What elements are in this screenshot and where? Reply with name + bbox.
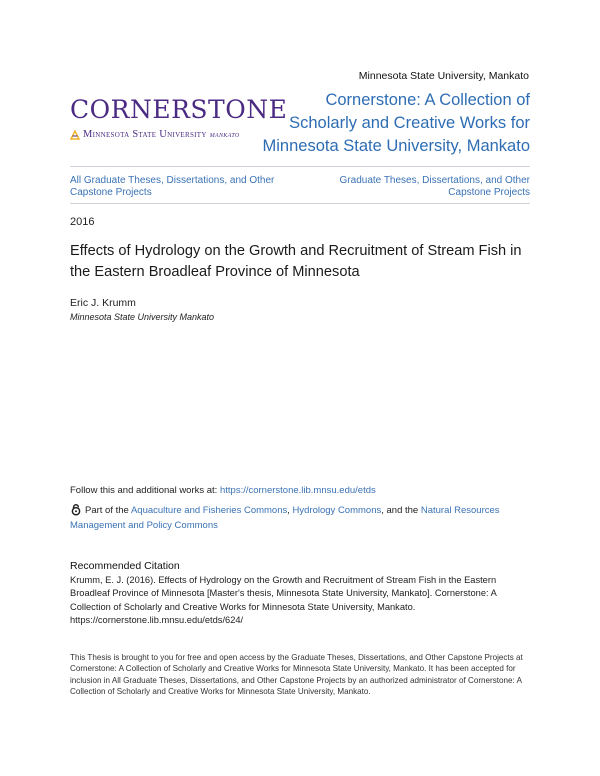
msu-mark-icon: [70, 130, 80, 140]
commons-sep-1: ,: [287, 505, 293, 516]
hydrology-commons-link[interactable]: Hydrology Commons: [292, 505, 382, 516]
commons-line: [70, 503, 540, 533]
collection-title-link[interactable]: Cornerstone: A Collection of Scholarly and Creative Works for Minnesota State University, Mankato: [262, 91, 530, 155]
open-access-icon: [70, 504, 82, 516]
author-name: Eric J. Krumm: [70, 297, 136, 309]
commons-part-of: Part of the: [85, 505, 131, 516]
logo-tag: mankato: [209, 130, 240, 139]
citation-text: Krumm, E. J. (2016). Effects of Hydrology on the Growth and Recruitment of Stream Fish in the Eastern Broadleaf Province of Minnesota [Master's thesis, Minnesota State University, Mankato]. Cornerstone: A Collection of Scholarly and Creative Works for Minnesota State University, Mankato. https://cornerstone.lib.mnsu.edu/etds/624/: [70, 575, 497, 626]
access-statement: This Thesis is brought to you for free and open access by the Graduate Theses, Dissertations, and Other Capstone Projects at Cornerstone: A Collection of Scholarly and Creative Works for Minnesota State University, Mankato. It has been accepted for inclusion in All Graduate Theses, Dissertations, and Other Capstone Projects by an authorized administrator of Cornerstone: A Collection of Scholarly and Creative Works for Minnesota State University, Mankato.: [70, 653, 523, 696]
citation-heading: Recommended Citation: [70, 560, 180, 572]
repository-link[interactable]: https://cornerstone.lib.mnsu.edu/etds: [219, 485, 376, 496]
thesis-title: Effects of Hydrology on the Growth and Recruitment of Stream Fish in the Eastern Broadleaf Province of Minnesota: [70, 243, 522, 280]
header-divider: [70, 166, 530, 167]
commons-sep-2: , and the: [381, 505, 421, 516]
aquaculture-commons-link[interactable]: Aquaculture and Fisheries Commons: [130, 505, 288, 516]
follow-line: [70, 485, 376, 496]
logo-subtitle-row: [70, 129, 255, 140]
cornerstone-logo[interactable]: [70, 95, 288, 140]
follow-prefix: Follow this and additional works at:: [70, 485, 220, 496]
nav-link-graduate-theses[interactable]: Graduate Theses, Dissertations, and Other Capstone Projects: [339, 175, 530, 198]
logo-wordmark: CORNERSTONE: [70, 95, 288, 124]
nav-link-all-theses[interactable]: All Graduate Theses, Dissertations, and Other Capstone Projects: [70, 175, 275, 198]
publication-year: 2016: [70, 216, 95, 228]
logo-subtitle: Minnesota State University: [83, 129, 207, 140]
author-affiliation: Minnesota State University Mankato: [70, 312, 215, 322]
university-name: Minnesota State University, Mankato: [358, 70, 529, 82]
nav-divider: [70, 203, 530, 204]
natural-resources-commons-link[interactable]: Natural Resources Management and Policy Commons: [70, 505, 500, 531]
